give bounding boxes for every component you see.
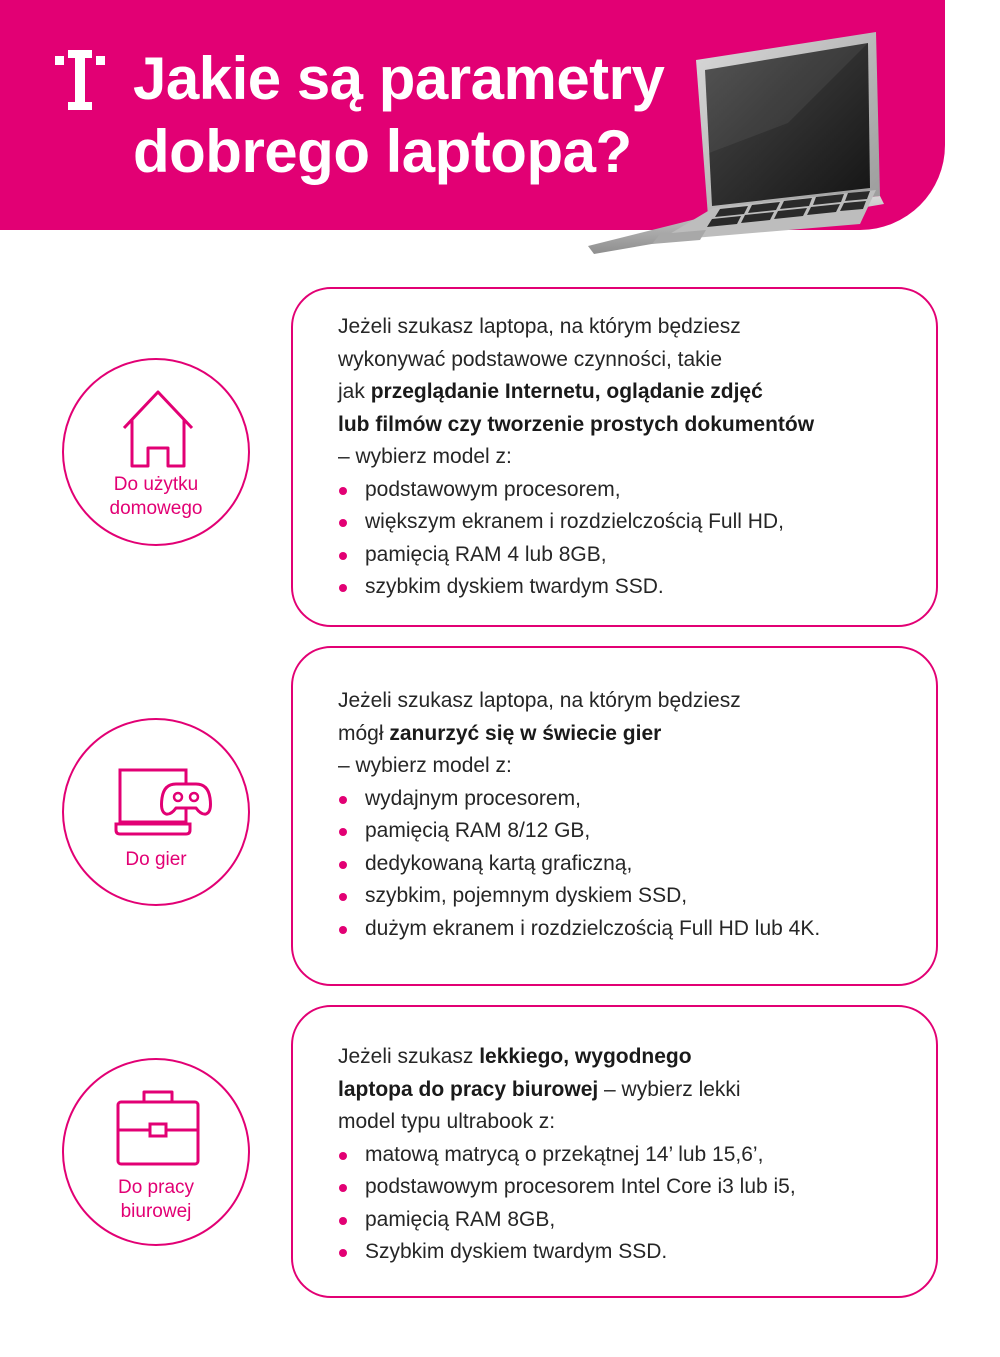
house-icon	[104, 386, 212, 476]
title-line-2: dobrego laptopa?	[133, 118, 632, 185]
list-item: pamięcią RAM 4 lub 8GB,	[338, 539, 916, 572]
office-card	[291, 1005, 938, 1298]
gaming-laptop-icon	[104, 764, 212, 854]
category-label	[64, 473, 248, 521]
spec-list	[338, 1139, 916, 1269]
intro-text: mógł	[338, 721, 390, 745]
category-label	[64, 848, 248, 872]
intro-line: wykonywać podstawowe czynności, takie	[338, 347, 723, 371]
spec-list	[338, 783, 916, 946]
intro-line: Jeżeli szukasz laptopa, na którym będziesz	[338, 315, 741, 338]
intro-text: jak	[338, 380, 371, 403]
intro-text: Jeżeli szukasz	[338, 1045, 480, 1068]
category-office-circle	[62, 1058, 250, 1246]
category-label-line: biurowej	[120, 1201, 192, 1222]
list-item: pamięcią RAM 8GB,	[338, 1204, 916, 1237]
list-item: podstawowym procesorem,	[338, 474, 916, 507]
list-item: Szybkim dyskiem twardym SSD.	[338, 1236, 916, 1269]
category-gaming-circle	[62, 718, 250, 906]
telekom-t-logo-icon	[55, 50, 105, 110]
list-item: wydajnym procesorem,	[338, 783, 916, 816]
intro-line	[338, 718, 916, 751]
home-use-card	[291, 287, 938, 627]
gaming-card	[291, 646, 938, 986]
list-item: większym ekranem i rozdzielczością Full HD,	[338, 506, 916, 539]
laptop-illustration	[588, 28, 888, 258]
briefcase-icon	[104, 1084, 212, 1174]
category-label-line: Do pracy	[117, 1177, 195, 1198]
intro-line: – wybierz model z:	[338, 754, 512, 777]
category-label-line: Do użytku	[113, 474, 199, 495]
intro-bold-text: lekkiego, wygodnego	[479, 1045, 692, 1068]
intro-line	[338, 1074, 916, 1107]
intro-line	[338, 1041, 916, 1074]
list-item: podstawowym procesorem Intel Core i3 lub i5,	[338, 1171, 916, 1204]
intro-text: – wybierz lekki	[598, 1077, 741, 1101]
spec-list	[338, 474, 916, 604]
page-title	[133, 42, 664, 188]
list-item: szybkim, pojemnym dyskiem SSD,	[338, 880, 916, 913]
category-label-line: domowego	[109, 498, 203, 519]
intro-line	[338, 409, 916, 442]
category-label	[64, 1176, 248, 1224]
category-label-line: Do gier	[125, 849, 187, 870]
list-item: dużym ekranem i rozdzielczością Full HD lub 4K.	[338, 913, 916, 946]
intro-line: Jeżeli szukasz laptopa, na którym będziesz	[338, 689, 741, 712]
intro-line	[338, 376, 916, 409]
intro-bold-text: lub filmów czy tworzenie prostych dokumentów	[338, 412, 815, 436]
intro-bold-text: przeglądanie Internetu, oglądanie zdjęć	[370, 380, 763, 403]
list-item: dedykowaną kartą graficzną,	[338, 848, 916, 881]
intro-bold-text: laptopa do pracy biurowej	[338, 1077, 599, 1101]
intro-line: model typu ultrabook z:	[338, 1110, 556, 1133]
intro-bold-text: zanurzyć się w świecie gier	[389, 721, 662, 745]
list-item: pamięcią RAM 8/12 GB,	[338, 815, 916, 848]
category-home-circle	[62, 358, 250, 546]
intro-line: – wybierz model z:	[338, 445, 512, 468]
list-item: szybkim dyskiem twardym SSD.	[338, 571, 916, 604]
title-line-1: Jakie są parametry	[133, 45, 665, 112]
list-item: matową matrycą o przekątnej 14’ lub 15,6’,	[338, 1139, 916, 1172]
